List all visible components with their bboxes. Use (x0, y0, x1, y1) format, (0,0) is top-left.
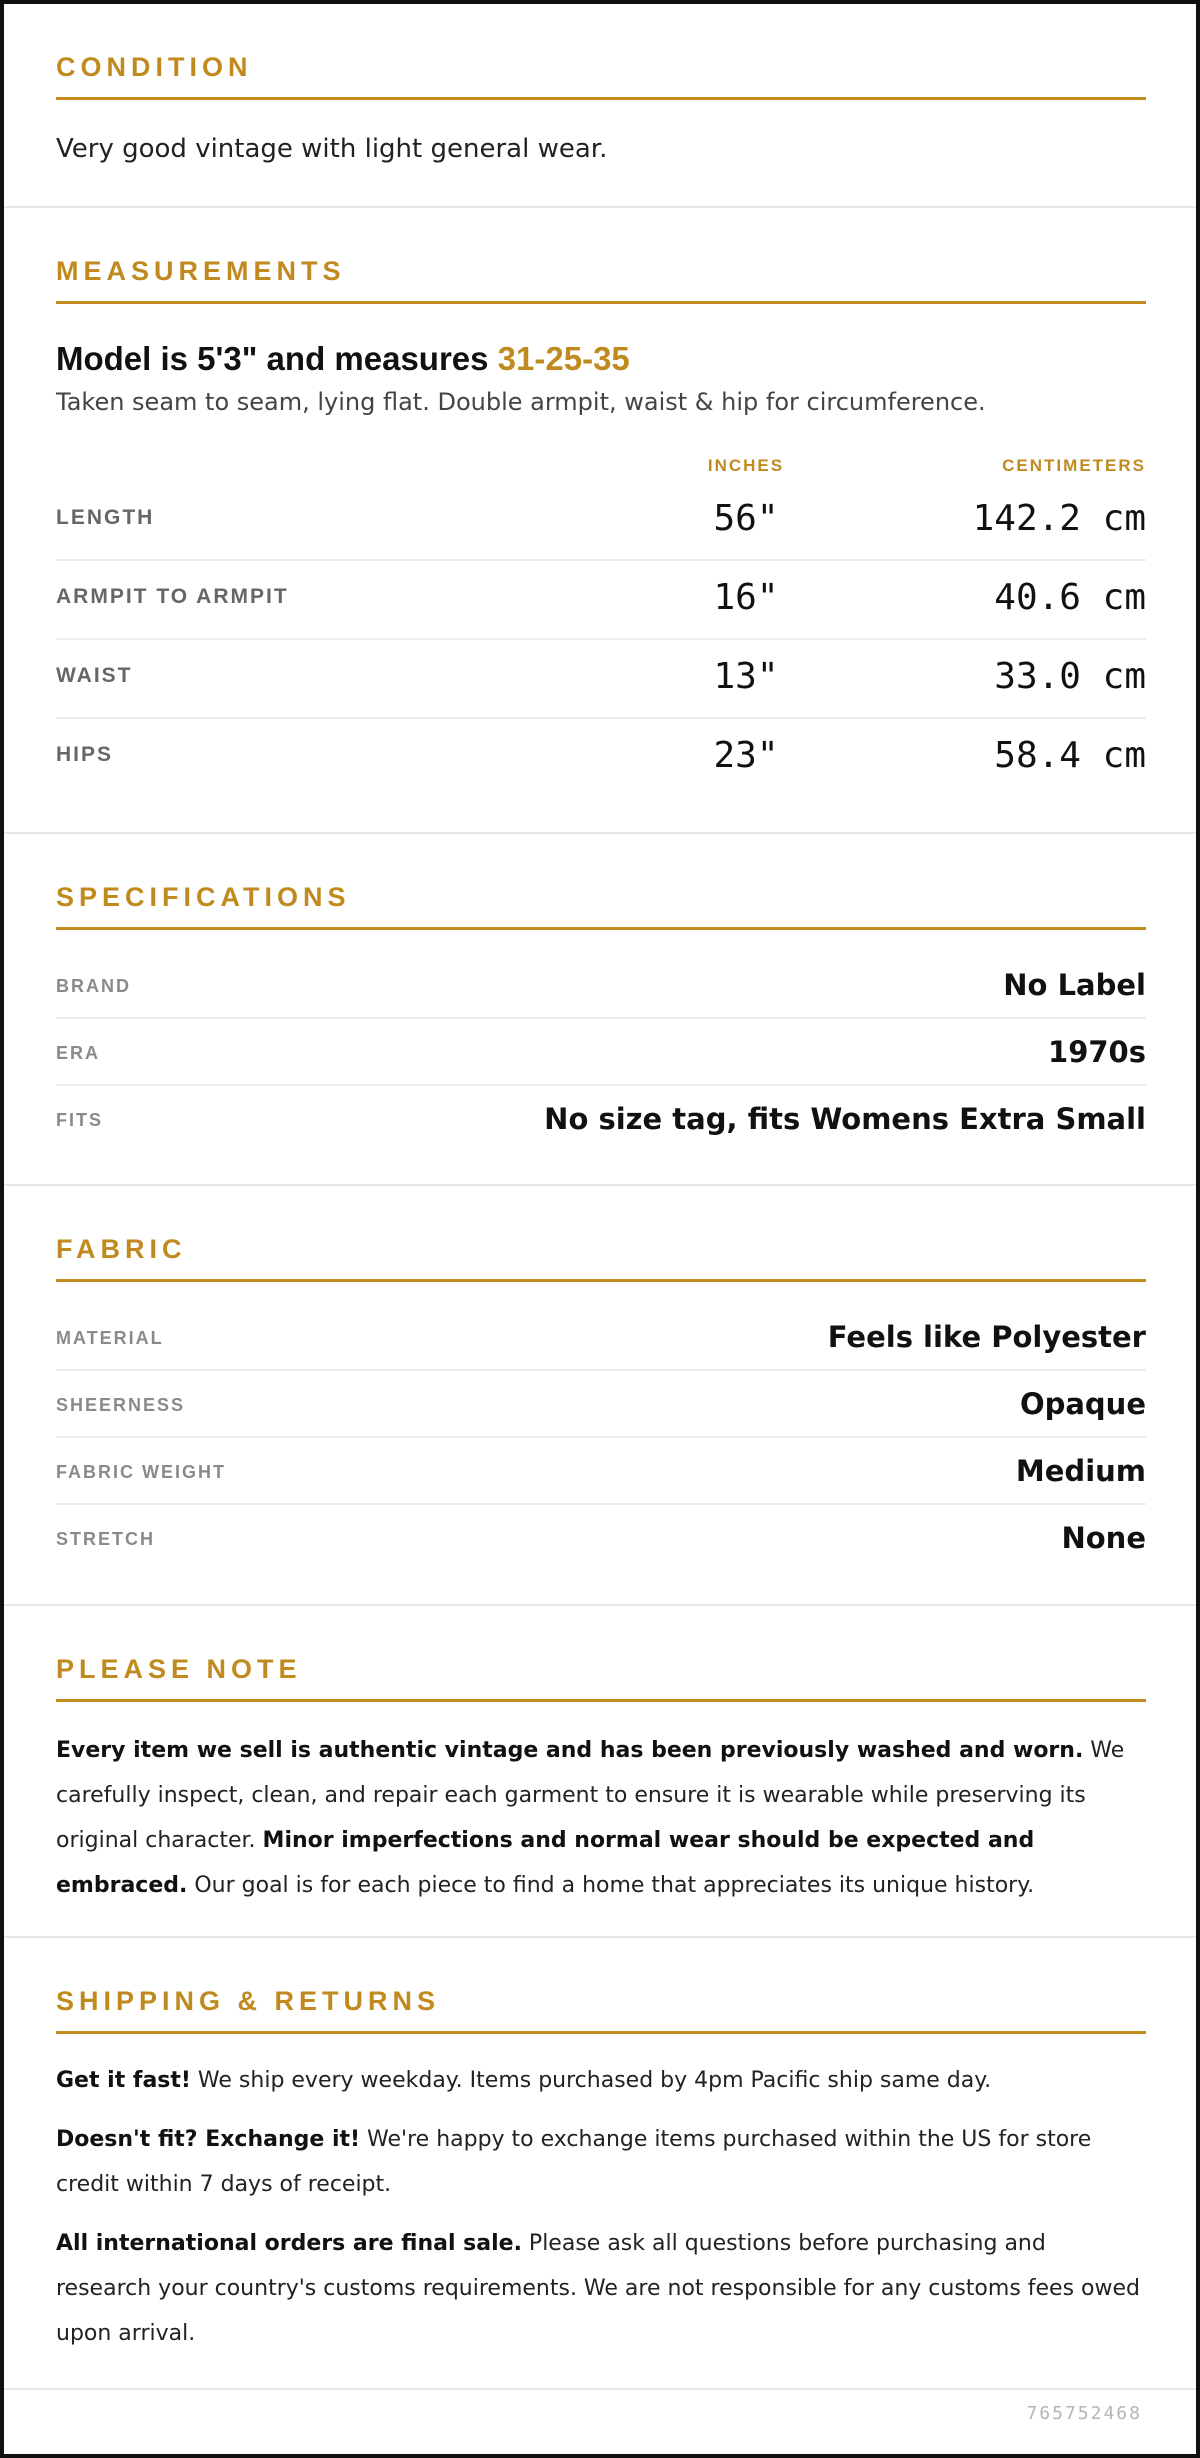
measurement-cm: 142.2 cm (972, 498, 1146, 539)
measurements-table-header (56, 444, 1146, 482)
exchange-bold: Doesn't fit? Exchange it! (56, 2127, 361, 2152)
measurement-label: LENGTH (56, 506, 155, 529)
spec-row-fits (56, 1086, 1146, 1153)
specifications-section (4, 834, 1196, 1186)
fabric-key: MATERIAL (56, 1328, 164, 1348)
fabric-list (56, 1304, 1146, 1572)
measurement-label: ARMPIT TO ARMPIT (56, 585, 289, 608)
international-bold: All international orders are final sale. (56, 2231, 522, 2256)
measurement-row (56, 561, 1146, 640)
fabric-row-material (56, 1304, 1146, 1371)
measurement-label: HIPS (56, 743, 114, 766)
please-note-section (4, 1606, 1196, 1938)
exchange-paragraph (56, 2117, 1146, 2207)
condition-text: Very good vintage with light general wear. (56, 134, 608, 164)
spec-key: ERA (56, 1043, 101, 1063)
note-bold-1: Every item we sell is authentic vintage and has been previously washed and worn. (56, 1738, 1084, 1763)
model-info-prefix: Model is 5'3" and measures (56, 340, 498, 377)
spec-key: BRAND (56, 976, 131, 996)
international-paragraph (56, 2221, 1146, 2356)
fabric-heading: FABRIC (56, 1234, 1146, 1282)
spec-key: FITS (56, 1110, 103, 1130)
measurements-subtitle: Taken seam to seam, lying flat. Double armpit, waist & hip for circumference. (56, 388, 986, 416)
measurements-heading: MEASUREMENTS (56, 256, 1146, 304)
shipping-paragraph (56, 2058, 1146, 2103)
fabric-key: STRETCH (56, 1529, 155, 1549)
spec-value: No size tag, fits Womens Extra Small (544, 1102, 1146, 1136)
measurement-cm: 58.4 cm (994, 735, 1146, 776)
please-note-heading: PLEASE NOTE (56, 1654, 1146, 1702)
spec-value: 1970s (1048, 1035, 1146, 1069)
note-text-1: We carefully inspect, clean, and repair each garment to ensure it is wearable while preserving its original character. (56, 1738, 1125, 1853)
specifications-list (56, 952, 1146, 1153)
fabric-row-sheerness (56, 1371, 1146, 1438)
measurement-row (56, 482, 1146, 561)
fabric-value: Feels like Polyester (827, 1320, 1146, 1354)
exchange-text: We're happy to exchange items purchased within the US for store credit within 7 days of receipt. (56, 2127, 1092, 2197)
measurement-inches: 13" (713, 656, 779, 697)
inches-column-header: INCHES (707, 456, 785, 475)
measurements-section (4, 208, 1196, 834)
measurement-cm: 40.6 cm (994, 577, 1146, 618)
centimeters-column-header: CENTIMETERS (1002, 456, 1146, 475)
condition-heading: CONDITION (56, 52, 1146, 100)
fabric-row-stretch (56, 1505, 1146, 1572)
measurement-inches: 56" (713, 498, 779, 539)
product-id: 765752468 (1026, 2403, 1142, 2424)
measurement-inches: 23" (713, 735, 779, 776)
condition-section (4, 4, 1196, 208)
international-text: Please ask all questions before purchasing and research your country's customs requirements. We are not responsible for any customs fees owed upon arrival. (56, 2231, 1141, 2346)
shipping-bold: Get it fast! (56, 2068, 191, 2093)
spec-row-era (56, 1019, 1146, 1086)
model-measures: 31-25-35 (497, 340, 630, 377)
shipping-text: We ship every weekday. Items purchased by 4pm Pacific ship same day. (190, 2068, 992, 2093)
measurement-inches: 16" (713, 577, 779, 618)
please-note-text (56, 1728, 1146, 1908)
fabric-value: Medium (1015, 1454, 1146, 1488)
shipping-returns-section (4, 1938, 1196, 2390)
fabric-key: SHEERNESS (56, 1395, 186, 1415)
note-text-2: Our goal is for each piece to find a home that appreciates its unique history. (187, 1873, 1035, 1898)
measurement-cm: 33.0 cm (994, 656, 1146, 697)
measurements-table (56, 482, 1146, 798)
shipping-returns-heading: SHIPPING & RETURNS (56, 1986, 1146, 2034)
model-info (56, 340, 1146, 378)
fabric-value: None (1061, 1521, 1146, 1555)
fabric-row-weight (56, 1438, 1146, 1505)
fabric-section (4, 1186, 1196, 1606)
measurement-label: WAIST (56, 664, 133, 687)
fabric-value: Opaque (1019, 1387, 1146, 1421)
measurement-row (56, 719, 1146, 798)
spec-value: No Label (1003, 968, 1146, 1002)
measurement-row (56, 640, 1146, 719)
spec-row-brand (56, 952, 1146, 1019)
specifications-heading: SPECIFICATIONS (56, 882, 1146, 930)
fabric-key: FABRIC WEIGHT (56, 1462, 226, 1482)
note-bold-2: Minor imperfections and normal wear should be expected and embraced. (56, 1828, 1035, 1898)
